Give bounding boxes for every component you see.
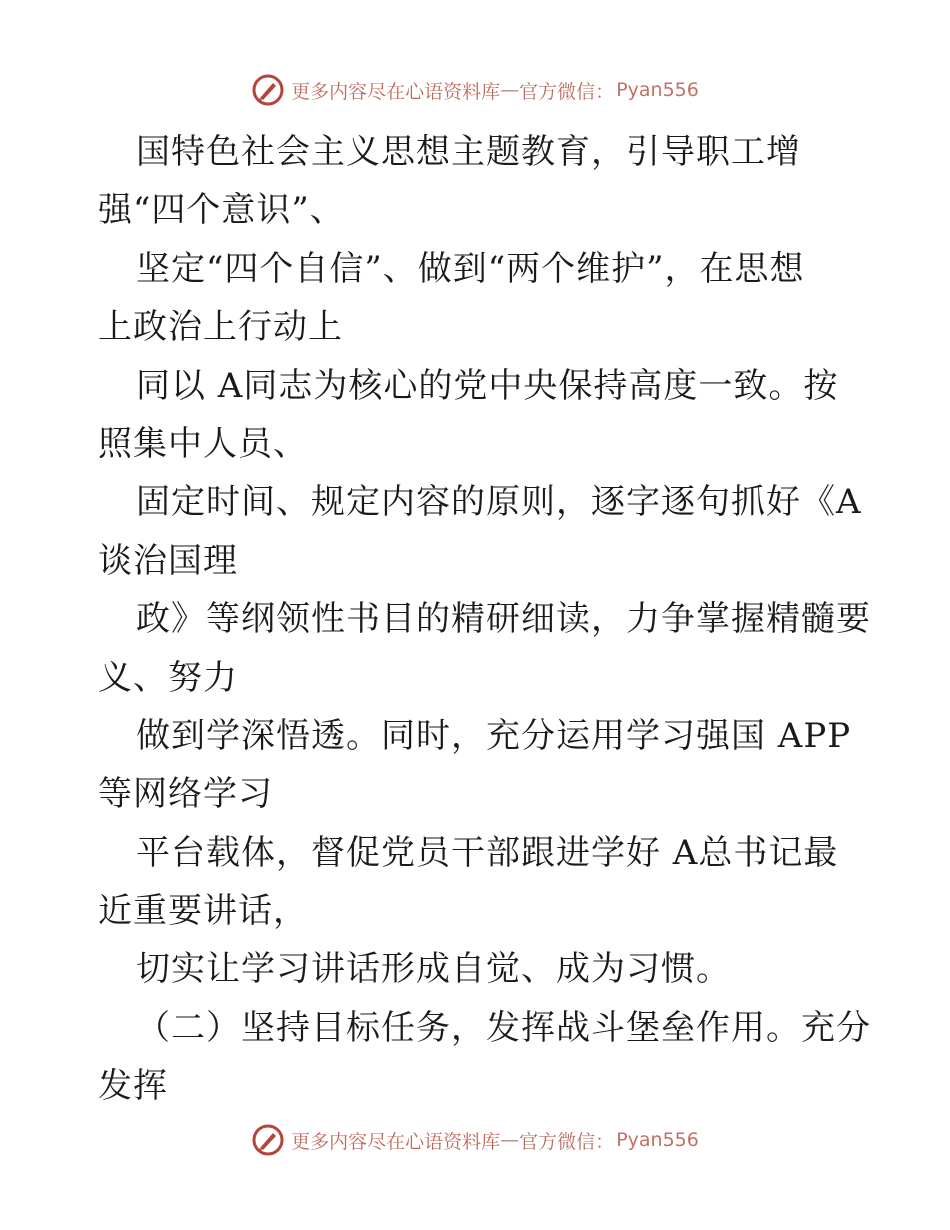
text-line: 平台载体，督促党员干部跟进学好 A总书记最 — [136, 832, 839, 873]
text-line: 国特色社会主义思想主题教育，引导职工增 — [136, 132, 801, 172]
watermark-dash: — — [500, 1129, 520, 1151]
pen-circle-logo-icon — [251, 73, 285, 107]
header-watermark — [0, 70, 950, 110]
text-line: （二）坚持目标任务，发挥战斗堡垒作用。充分 — [136, 1007, 871, 1048]
text-line: 切实让学习讲话形成自觉、成为习惯。 — [136, 949, 731, 990]
text-line: 近重要讲话， — [98, 891, 308, 932]
watermark-handle: Pyan556 — [616, 1129, 699, 1151]
footer-watermark — [0, 1120, 950, 1160]
text-line: 强“四个意识”、 — [98, 190, 345, 231]
text-line: 照集中人员、 — [98, 423, 308, 464]
document-body — [98, 123, 871, 1116]
text-line: 做到学深悟透。同时，充分运用学习强国 APP — [136, 715, 852, 756]
watermark-wechat-label: 官方微信： — [519, 80, 615, 103]
text-line: 上政治上行动上 — [98, 307, 343, 348]
text-line: 发挥 — [98, 1066, 168, 1107]
text-line: 义、努力 — [98, 657, 238, 698]
text-line: 谈治国理 — [98, 540, 238, 581]
watermark-main-text: 更多内容尽在心语资料库 — [291, 1130, 501, 1153]
watermark-main-text: 更多内容尽在心语资料库 — [291, 80, 501, 103]
watermark-wechat-label: 官方微信： — [519, 1130, 615, 1153]
text-line: 坚定“四个自信”、做到“两个维护”，在思想 — [136, 248, 805, 289]
pen-circle-logo-icon — [251, 1123, 285, 1157]
watermark-dash: — — [500, 79, 520, 101]
text-line: 政》等纲领性书目的精研细读，力争掌握精髓要 — [136, 599, 871, 640]
text-line: 等网络学习 — [98, 774, 273, 815]
text-line: 同以 A同志为核心的党中央保持高度一致。按 — [136, 365, 839, 406]
text-line: 固定时间、规定内容的原则，逐字逐句抓好《A — [136, 482, 862, 523]
watermark-handle: Pyan556 — [616, 79, 699, 101]
